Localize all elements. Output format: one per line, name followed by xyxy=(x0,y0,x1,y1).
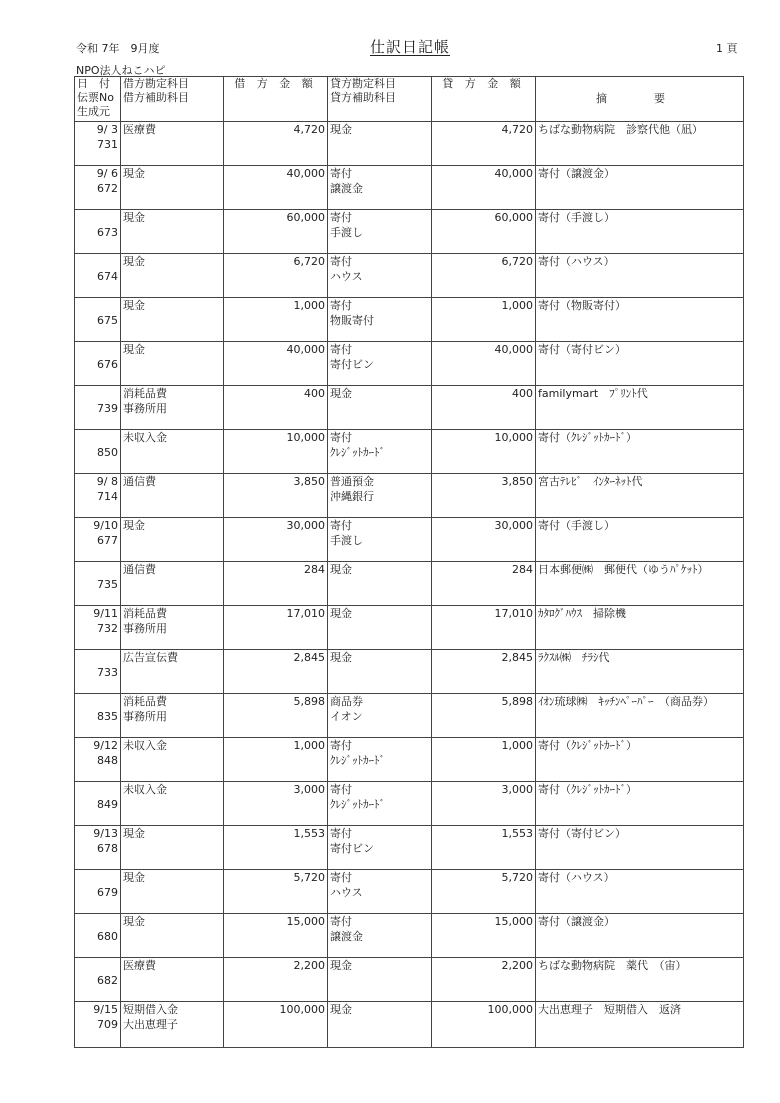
entry-credit-account: 寄付 xyxy=(330,871,352,884)
entry-voucher-no: 739 xyxy=(97,402,118,415)
debit-account-header-line-1: 借方勘定科目 xyxy=(123,77,189,90)
entry-voucher-no: 709 xyxy=(97,1018,118,1031)
entry-credit-account-cell xyxy=(328,782,432,826)
entry-credit-amount: 3,850 xyxy=(432,474,536,518)
entry-credit-account: 普通預金 xyxy=(330,475,374,488)
entry-voucher-no: 673 xyxy=(97,226,118,239)
entry-memo: 寄付（物販寄付） xyxy=(536,298,744,342)
entry-memo: 寄付（譲渡金） xyxy=(536,166,744,210)
entry-credit-account-cell xyxy=(328,606,432,650)
journal-entry-row xyxy=(75,298,744,342)
entry-memo: ちばな動物病院 薬代 （宙） xyxy=(536,958,744,1002)
entry-date: 9/ 8 xyxy=(96,475,118,488)
entry-credit-account-cell xyxy=(328,1002,432,1048)
entry-credit-account-cell xyxy=(328,254,432,298)
entry-debit-amount: 2,845 xyxy=(224,650,328,694)
entry-debit-amount: 6,720 xyxy=(224,254,328,298)
entry-date-no-cell xyxy=(75,1002,121,1048)
entry-debit-account-cell xyxy=(121,650,224,694)
entry-credit-account: 寄付 xyxy=(330,299,352,312)
entry-debit-account-cell xyxy=(121,518,224,562)
entry-credit-amount: 40,000 xyxy=(432,166,536,210)
entry-voucher-no: 848 xyxy=(97,754,118,767)
entry-debit-amount: 60,000 xyxy=(224,210,328,254)
entry-voucher-no: 714 xyxy=(97,490,118,503)
entry-voucher-no: 849 xyxy=(97,798,118,811)
entry-date-no-cell xyxy=(75,782,121,826)
entry-debit-account: 医療費 xyxy=(123,959,156,972)
entry-credit-sub-account: 譲渡金 xyxy=(330,182,363,195)
entry-memo: 寄付（譲渡金） xyxy=(536,914,744,958)
entry-credit-sub-account: イオン xyxy=(330,710,363,723)
entry-memo: ちばな動物病院 診察代他（凪） xyxy=(536,122,744,166)
entry-credit-account-cell xyxy=(328,342,432,386)
entry-debit-account-cell xyxy=(121,738,224,782)
entry-debit-account: 消耗品費 xyxy=(123,695,167,708)
entry-date-no-cell xyxy=(75,254,121,298)
entry-credit-amount: 4,720 xyxy=(432,122,536,166)
period-label: 令和 7年 9月度 xyxy=(76,42,160,55)
entry-credit-amount: 284 xyxy=(432,562,536,606)
entry-credit-account: 寄付 xyxy=(330,783,352,796)
entry-debit-account: 消耗品費 xyxy=(123,607,167,620)
header-row xyxy=(75,77,744,122)
journal-entry-row xyxy=(75,474,744,518)
entry-date: 9/15 xyxy=(93,1003,118,1016)
entry-credit-account: 寄付 xyxy=(330,827,352,840)
entry-voucher-no: 675 xyxy=(97,314,118,327)
entry-debit-account: 未収入金 xyxy=(123,739,167,752)
journal-entry-row xyxy=(75,694,744,738)
entry-memo: 寄付（ハウス） xyxy=(536,870,744,914)
entry-debit-account-cell xyxy=(121,386,224,430)
entry-date: 9/ 3 xyxy=(96,123,118,136)
entry-credit-account-cell xyxy=(328,298,432,342)
entry-debit-account: 現金 xyxy=(123,915,145,928)
entry-debit-account-cell xyxy=(121,430,224,474)
page-number: 1 頁 xyxy=(716,42,738,55)
entry-credit-account-cell xyxy=(328,430,432,474)
date-header-line-3: 生成元 xyxy=(77,105,110,118)
entry-debit-amount: 400 xyxy=(224,386,328,430)
entry-credit-account-cell xyxy=(328,738,432,782)
entry-date-no-cell xyxy=(75,122,121,166)
entry-debit-account: 広告宣伝費 xyxy=(123,651,178,664)
entry-credit-account-cell xyxy=(328,518,432,562)
entry-debit-account-cell xyxy=(121,914,224,958)
entry-memo: 寄付（寄付ビン） xyxy=(536,342,744,386)
entry-debit-account: 未収入金 xyxy=(123,783,167,796)
entry-debit-sub-account: 事務所用 xyxy=(123,622,167,635)
entry-credit-account: 寄付 xyxy=(330,343,352,356)
entry-debit-account: 現金 xyxy=(123,519,145,532)
entry-debit-amount: 2,200 xyxy=(224,958,328,1002)
entry-memo: ﾗｸｽﾙ㈱ ﾁﾗｼ代 xyxy=(536,650,744,694)
entry-debit-account: 現金 xyxy=(123,255,145,268)
entry-debit-amount: 5,720 xyxy=(224,870,328,914)
entry-date-no-cell xyxy=(75,430,121,474)
journal-entry-row xyxy=(75,254,744,298)
entry-memo: 寄付（ｸﾚｼﾞｯﾄｶｰﾄﾞ） xyxy=(536,738,744,782)
entry-debit-account: 現金 xyxy=(123,211,145,224)
journal-entry-row xyxy=(75,166,744,210)
entry-debit-amount: 284 xyxy=(224,562,328,606)
entry-debit-amount: 40,000 xyxy=(224,342,328,386)
entry-credit-account: 寄付 xyxy=(330,431,352,444)
entry-debit-amount: 40,000 xyxy=(224,166,328,210)
entry-credit-account-cell xyxy=(328,474,432,518)
entry-date: 9/12 xyxy=(93,739,118,752)
journal-entry-row xyxy=(75,606,744,650)
date-header-line-1: 日 付 xyxy=(77,77,110,90)
entry-debit-amount: 5,898 xyxy=(224,694,328,738)
entry-credit-sub-account: ｸﾚｼﾞｯﾄｶｰﾄﾞ xyxy=(330,446,385,459)
entry-debit-amount: 30,000 xyxy=(224,518,328,562)
entry-debit-account-cell xyxy=(121,606,224,650)
entry-date-no-cell xyxy=(75,518,121,562)
entry-voucher-no: 678 xyxy=(97,842,118,855)
date-column-header xyxy=(75,77,121,122)
entry-credit-account: 寄付 xyxy=(330,519,352,532)
entry-date-no-cell xyxy=(75,210,121,254)
entry-date-no-cell xyxy=(75,562,121,606)
entry-credit-account-cell xyxy=(328,914,432,958)
entry-credit-account: 寄付 xyxy=(330,211,352,224)
entry-debit-sub-account: 大出恵理子 xyxy=(123,1018,178,1031)
entry-date-no-cell xyxy=(75,694,121,738)
memo-column-header: 摘 要 xyxy=(536,77,744,122)
journal-entry-row xyxy=(75,1002,744,1048)
entry-credit-account: 現金 xyxy=(330,607,352,620)
entry-credit-sub-account: 沖縄銀行 xyxy=(330,490,374,503)
entry-debit-account: 医療費 xyxy=(123,123,156,136)
entry-credit-account-cell xyxy=(328,210,432,254)
entry-memo: 寄付（ｸﾚｼﾞｯﾄｶｰﾄﾞ） xyxy=(536,782,744,826)
credit-account-header-line-1: 貸方勘定科目 xyxy=(330,77,396,90)
journal-entry-row xyxy=(75,122,744,166)
debit-amount-column-header: 借 方 金 額 xyxy=(224,77,328,122)
entry-debit-account: 現金 xyxy=(123,167,145,180)
entry-date: 9/11 xyxy=(93,607,118,620)
entry-credit-amount: 2,200 xyxy=(432,958,536,1002)
entry-memo: 寄付（寄付ビン） xyxy=(536,826,744,870)
entry-credit-sub-account: 手渡し xyxy=(330,534,363,547)
organization-name: NPO法人ねこハピ xyxy=(76,64,166,77)
journal-entry-row xyxy=(75,650,744,694)
entry-voucher-no: 735 xyxy=(97,578,118,591)
entry-date-no-cell xyxy=(75,914,121,958)
entry-debit-sub-account: 事務所用 xyxy=(123,710,167,723)
entry-debit-amount: 1,000 xyxy=(224,738,328,782)
journal-entry-row xyxy=(75,958,744,1002)
entry-debit-amount: 1,553 xyxy=(224,826,328,870)
entry-debit-amount: 3,850 xyxy=(224,474,328,518)
entry-credit-sub-account: 寄付ビン xyxy=(330,842,374,855)
entry-debit-account: 未収入金 xyxy=(123,431,167,444)
credit-amount-column-header: 貸 方 金 額 xyxy=(432,77,536,122)
entry-debit-account: 現金 xyxy=(123,343,145,356)
entry-debit-amount: 4,720 xyxy=(224,122,328,166)
credit-account-header-line-2: 貸方補助科目 xyxy=(330,91,396,104)
journal-entry-row xyxy=(75,870,744,914)
entry-debit-account-cell xyxy=(121,166,224,210)
entry-credit-sub-account: 寄付ビン xyxy=(330,358,374,371)
entry-debit-account-cell xyxy=(121,474,224,518)
entry-credit-account-cell xyxy=(328,870,432,914)
entry-debit-account-cell xyxy=(121,958,224,1002)
entry-voucher-no: 676 xyxy=(97,358,118,371)
entry-credit-amount: 3,000 xyxy=(432,782,536,826)
entry-debit-account: 通信費 xyxy=(123,475,156,488)
entry-credit-amount: 15,000 xyxy=(432,914,536,958)
entry-credit-sub-account: ハウス xyxy=(330,886,363,899)
credit-account-column-header xyxy=(328,77,432,122)
entry-credit-amount: 17,010 xyxy=(432,606,536,650)
entry-debit-account: 短期借入金 xyxy=(123,1003,178,1016)
entry-debit-sub-account: 事務所用 xyxy=(123,402,167,415)
entry-credit-account-cell xyxy=(328,694,432,738)
entry-credit-amount: 1,553 xyxy=(432,826,536,870)
entry-debit-amount: 1,000 xyxy=(224,298,328,342)
entry-debit-account-cell xyxy=(121,254,224,298)
entry-debit-account: 現金 xyxy=(123,871,145,884)
entry-credit-sub-account: 譲渡金 xyxy=(330,930,363,943)
journal-title: 仕訳日記帳 xyxy=(370,38,451,56)
journal-table xyxy=(74,76,744,1048)
entry-credit-sub-account: ｸﾚｼﾞｯﾄｶｰﾄﾞ xyxy=(330,754,385,767)
entry-credit-account: 寄付 xyxy=(330,915,352,928)
entry-credit-account: 現金 xyxy=(330,959,352,972)
entry-debit-account: 現金 xyxy=(123,299,145,312)
entry-memo: 大出恵理子 短期借入 返済 xyxy=(536,1002,744,1048)
entry-credit-account-cell xyxy=(328,122,432,166)
entry-credit-amount: 100,000 xyxy=(432,1002,536,1048)
entry-credit-sub-account: ｸﾚｼﾞｯﾄｶｰﾄﾞ xyxy=(330,798,385,811)
entry-credit-account: 寄付 xyxy=(330,255,352,268)
entry-credit-amount: 5,720 xyxy=(432,870,536,914)
entry-credit-amount: 60,000 xyxy=(432,210,536,254)
entry-voucher-no: 680 xyxy=(97,930,118,943)
entry-credit-amount: 1,000 xyxy=(432,738,536,782)
entry-debit-account-cell xyxy=(121,562,224,606)
journal-entry-row xyxy=(75,914,744,958)
entry-date-no-cell xyxy=(75,650,121,694)
entry-debit-account-cell xyxy=(121,694,224,738)
entry-credit-amount: 6,720 xyxy=(432,254,536,298)
entry-voucher-no: 733 xyxy=(97,666,118,679)
entry-credit-account-cell xyxy=(328,166,432,210)
entry-credit-account-cell xyxy=(328,562,432,606)
entry-debit-amount: 15,000 xyxy=(224,914,328,958)
entry-date: 9/10 xyxy=(93,519,118,532)
entry-credit-sub-account: 手渡し xyxy=(330,226,363,239)
entry-credit-amount: 400 xyxy=(432,386,536,430)
entry-memo: ｶﾀﾛｸﾞﾊｳｽ 掃除機 xyxy=(536,606,744,650)
entry-debit-amount: 3,000 xyxy=(224,782,328,826)
entry-credit-account-cell xyxy=(328,826,432,870)
entry-date: 9/13 xyxy=(93,827,118,840)
entry-voucher-no: 672 xyxy=(97,182,118,195)
journal-entry-row xyxy=(75,562,744,606)
journal-body xyxy=(75,122,744,1048)
journal-entry-row xyxy=(75,782,744,826)
entry-debit-account: 現金 xyxy=(123,827,145,840)
debit-account-header-line-2: 借方補助科目 xyxy=(123,91,189,104)
entry-voucher-no: 835 xyxy=(97,710,118,723)
debit-account-column-header xyxy=(121,77,224,122)
entry-credit-account: 現金 xyxy=(330,563,352,576)
entry-date-no-cell xyxy=(75,826,121,870)
entry-debit-account-cell xyxy=(121,782,224,826)
journal-entry-row xyxy=(75,386,744,430)
entry-memo: 寄付（ハウス） xyxy=(536,254,744,298)
entry-credit-amount: 10,000 xyxy=(432,430,536,474)
entry-credit-account-cell xyxy=(328,386,432,430)
entry-date: 9/ 6 xyxy=(96,167,118,180)
entry-credit-account: 商品券 xyxy=(330,695,363,708)
entry-memo: ｲｵﾝ琉球㈱ ｷｯﾁﾝﾍﾟｰﾊﾟｰ （商品券） xyxy=(536,694,744,738)
entry-voucher-no: 850 xyxy=(97,446,118,459)
entry-credit-sub-account: ハウス xyxy=(330,270,363,283)
entry-date-no-cell xyxy=(75,166,121,210)
entry-credit-sub-account: 物販寄付 xyxy=(330,314,374,327)
entry-debit-amount: 17,010 xyxy=(224,606,328,650)
entry-credit-amount: 5,898 xyxy=(432,694,536,738)
journal-entry-row xyxy=(75,430,744,474)
entry-credit-account-cell xyxy=(328,650,432,694)
entry-memo: familymart ﾌﾟﾘﾝﾄ代 xyxy=(536,386,744,430)
entry-credit-amount: 1,000 xyxy=(432,298,536,342)
entry-debit-account-cell xyxy=(121,870,224,914)
entry-voucher-no: 674 xyxy=(97,270,118,283)
journal-entry-row xyxy=(75,342,744,386)
entry-debit-account-cell xyxy=(121,1002,224,1048)
entry-debit-account-cell xyxy=(121,826,224,870)
entry-credit-account: 寄付 xyxy=(330,167,352,180)
journal-entry-row xyxy=(75,518,744,562)
journal-entry-row xyxy=(75,826,744,870)
entry-debit-amount: 100,000 xyxy=(224,1002,328,1048)
entry-memo: 日本郵便㈱ 郵便代（ゆうﾊﾟｹｯﾄ） xyxy=(536,562,744,606)
entry-debit-account: 通信費 xyxy=(123,563,156,576)
entry-memo: 寄付（手渡し） xyxy=(536,518,744,562)
entry-voucher-no: 682 xyxy=(97,974,118,987)
entry-memo: 寄付（手渡し） xyxy=(536,210,744,254)
entry-credit-account: 寄付 xyxy=(330,739,352,752)
entry-debit-account-cell xyxy=(121,298,224,342)
entry-credit-amount: 30,000 xyxy=(432,518,536,562)
entry-memo: 宮古ﾃﾚﾋﾞ ｲﾝﾀｰﾈｯﾄ代 xyxy=(536,474,744,518)
entry-debit-account-cell xyxy=(121,342,224,386)
entry-date-no-cell xyxy=(75,298,121,342)
entry-date-no-cell xyxy=(75,342,121,386)
date-header-line-2: 伝票No xyxy=(77,91,114,104)
entry-credit-account: 現金 xyxy=(330,651,352,664)
entry-date-no-cell xyxy=(75,870,121,914)
journal-entry-row xyxy=(75,210,744,254)
entry-date-no-cell xyxy=(75,474,121,518)
entry-voucher-no: 677 xyxy=(97,534,118,547)
journal-entry-row xyxy=(75,738,744,782)
entry-debit-amount: 10,000 xyxy=(224,430,328,474)
entry-credit-amount: 40,000 xyxy=(432,342,536,386)
entry-credit-account: 現金 xyxy=(330,1003,352,1016)
entry-debit-account-cell xyxy=(121,122,224,166)
entry-debit-account: 消耗品費 xyxy=(123,387,167,400)
entry-voucher-no: 731 xyxy=(97,138,118,151)
entry-credit-amount: 2,845 xyxy=(432,650,536,694)
entry-debit-account-cell xyxy=(121,210,224,254)
entry-voucher-no: 732 xyxy=(97,622,118,635)
entry-date-no-cell xyxy=(75,738,121,782)
entry-credit-account: 現金 xyxy=(330,123,352,136)
entry-memo: 寄付（ｸﾚｼﾞｯﾄｶｰﾄﾞ） xyxy=(536,430,744,474)
entry-date-no-cell xyxy=(75,386,121,430)
entry-credit-account-cell xyxy=(328,958,432,1002)
entry-date-no-cell xyxy=(75,606,121,650)
entry-date-no-cell xyxy=(75,958,121,1002)
entry-voucher-no: 679 xyxy=(97,886,118,899)
entry-credit-account: 現金 xyxy=(330,387,352,400)
